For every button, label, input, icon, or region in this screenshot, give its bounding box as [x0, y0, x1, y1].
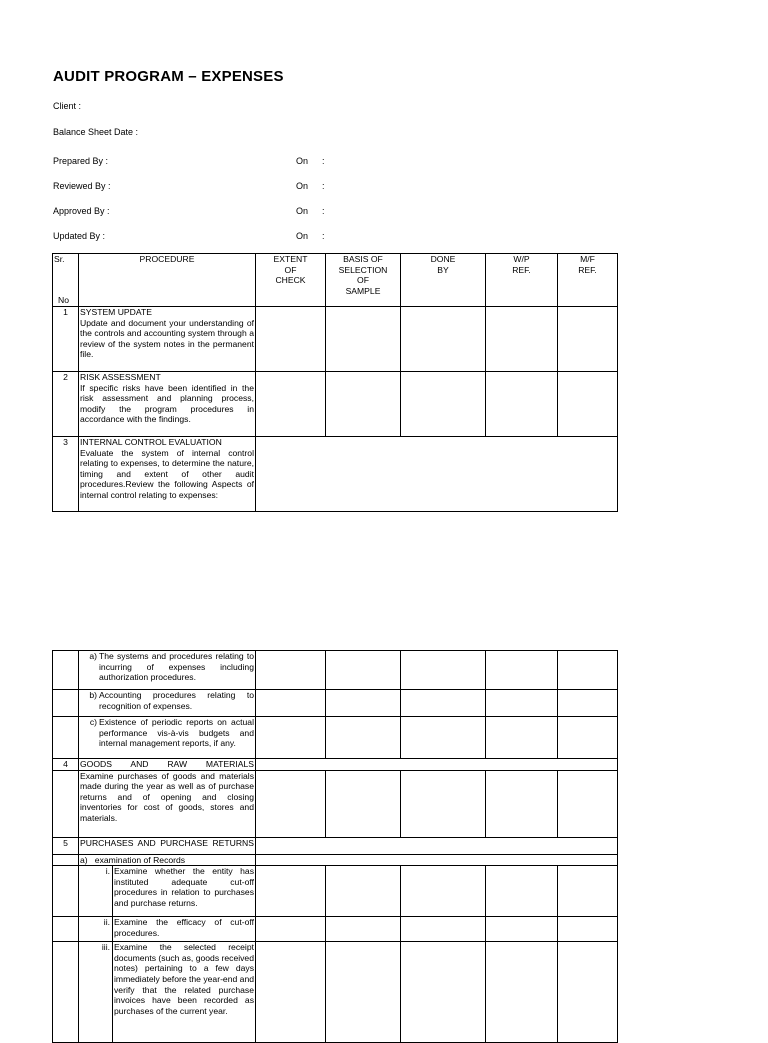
row-number-empty	[53, 717, 79, 759]
merged-blank-cell	[256, 854, 618, 866]
updated-by-label: Updated By :	[53, 231, 106, 241]
row-number-empty	[53, 917, 79, 942]
wp-ref-cell[interactable]	[486, 770, 558, 837]
done-by-cell[interactable]	[401, 770, 486, 837]
extent-cell[interactable]	[256, 917, 326, 942]
row-number: 2	[53, 372, 79, 437]
basis-cell[interactable]	[326, 690, 401, 717]
audit-table-1	[52, 253, 618, 512]
wp-ref-header: W/P REF.	[486, 254, 558, 307]
updated-on-colon: :	[322, 231, 325, 241]
sub-item-label: c)	[89, 717, 97, 727]
mf-ref-cell[interactable]	[558, 717, 618, 759]
done-by-cell[interactable]	[401, 307, 486, 372]
sub-heading: a) examination of Records	[80, 854, 186, 865]
done-by-cell[interactable]	[401, 917, 486, 942]
extent-header: EXTENT OF CHECK	[256, 254, 326, 307]
procedure-cell	[79, 651, 256, 690]
row-text: Examine purchases of goods and materials made during the year as well as of purchase returns and of opening and closing inventories for cost of goods, stores and materials.	[80, 770, 254, 823]
approved-on-label: On	[296, 206, 309, 216]
procedure-cell	[79, 866, 256, 917]
prepared-by-label: Prepared By :	[53, 156, 109, 166]
table-row	[53, 372, 618, 437]
wp-ref-cell[interactable]	[486, 717, 558, 759]
extent-cell[interactable]	[256, 717, 326, 759]
row-number: 1	[53, 307, 79, 372]
sub-item-label: b)	[89, 690, 97, 700]
row-number: 3	[53, 437, 79, 512]
row-heading: GOODS AND RAW MATERIALS	[80, 759, 254, 769]
procedure-cell	[79, 717, 256, 759]
wp-ref-cell[interactable]	[486, 372, 558, 437]
done-by-header: DONE BY	[401, 254, 486, 307]
audit-table-2	[52, 650, 618, 1043]
wp-ref-cell[interactable]	[486, 690, 558, 717]
roman-item-text: Examine the efficacy of cut-off procedures.	[112, 917, 255, 941]
row-number-empty	[53, 866, 79, 917]
procedure-cell	[79, 917, 256, 942]
wp-ref-cell[interactable]	[486, 942, 558, 1043]
done-by-cell[interactable]	[401, 866, 486, 917]
row-number-empty	[53, 942, 79, 1043]
sub-item-label: a)	[89, 651, 97, 661]
row-text: If specific risks have been identified in the risk assessment and planning process, modify the program procedures in accordance with the findings.	[80, 382, 254, 425]
basis-cell[interactable]	[326, 717, 401, 759]
mf-ref-cell[interactable]	[558, 917, 618, 942]
row-number: 5	[53, 837, 79, 854]
done-by-cell[interactable]	[401, 651, 486, 690]
extent-cell[interactable]	[256, 307, 326, 372]
mf-ref-cell[interactable]	[558, 651, 618, 690]
procedure-cell	[79, 837, 256, 854]
mf-ref-cell[interactable]	[558, 942, 618, 1043]
balance-sheet-date-label: Balance Sheet Date :	[53, 127, 139, 137]
basis-cell[interactable]	[326, 307, 401, 372]
mf-ref-cell[interactable]	[558, 690, 618, 717]
roman-item-text: Examine whether the entity has instituted adequate cut-off procedures in relation to purchases and purchase returns.	[112, 866, 255, 916]
table-row	[53, 651, 618, 690]
extent-cell[interactable]	[256, 690, 326, 717]
row-number-empty	[53, 690, 79, 717]
merged-blank-cell	[256, 759, 618, 771]
table-row	[53, 854, 618, 866]
table-row	[53, 437, 618, 512]
sr-header-text: Sr.	[54, 254, 65, 264]
updated-on-label: On	[296, 231, 309, 241]
roman-item-label: iii.	[101, 942, 110, 953]
basis-cell[interactable]	[326, 372, 401, 437]
approved-by-label: Approved By :	[53, 206, 110, 216]
table-row	[53, 837, 618, 854]
extent-cell[interactable]	[256, 770, 326, 837]
table-row	[53, 917, 618, 942]
done-by-cell[interactable]	[401, 690, 486, 717]
extent-cell[interactable]	[256, 866, 326, 917]
row-text: Evaluate the system of internal control relating to expenses, to determine the nature, timing and extent of other audit procedures.Review the following Aspects of internal control relating to expenses:	[80, 447, 254, 500]
basis-cell[interactable]	[326, 942, 401, 1043]
basis-cell[interactable]	[326, 651, 401, 690]
row-heading: PURCHASES AND PURCHASE RETURNS	[80, 837, 254, 848]
table-header-row	[53, 254, 618, 307]
row-heading: SYSTEM UPDATE	[80, 307, 152, 317]
done-by-cell[interactable]	[401, 372, 486, 437]
merged-blank-cell	[256, 837, 618, 854]
procedure-cell	[79, 437, 256, 512]
roman-item-text: Examine the selected receipt documents (such as, goods received notes) pertaining to a few days immediately before the year-end and verify that the related purchase invoices have been recorded as purchases of the current year.	[112, 942, 255, 1042]
table-row	[53, 770, 618, 837]
mf-ref-cell[interactable]	[558, 770, 618, 837]
table-row	[53, 759, 618, 771]
procedure-cell	[79, 942, 256, 1043]
mf-ref-cell[interactable]	[558, 307, 618, 372]
prepared-on-colon: :	[322, 156, 325, 166]
row-heading: RISK ASSESSMENT	[80, 372, 161, 382]
procedure-cell	[79, 854, 256, 866]
row-text: Update and document your understanding of the controls and accounting system through a review of the system notes in the permanent file.	[80, 317, 254, 360]
reviewed-on-label: On	[296, 181, 309, 191]
reviewed-by-label: Reviewed By :	[53, 181, 111, 191]
procedure-cell	[79, 372, 256, 437]
extent-cell[interactable]	[256, 651, 326, 690]
basis-header: BASIS OF SELECTION OF SAMPLE	[326, 254, 401, 307]
row-number: 4	[53, 759, 79, 771]
procedure-header: PROCEDURE	[79, 254, 256, 307]
mf-ref-cell[interactable]	[558, 372, 618, 437]
sub-item-text: Accounting procedures relating to recognition of expenses.	[99, 690, 254, 711]
table-row	[53, 307, 618, 372]
basis-cell[interactable]	[326, 770, 401, 837]
row-heading: INTERNAL CONTROL EVALUATION	[80, 437, 222, 447]
basis-cell[interactable]	[326, 917, 401, 942]
roman-item-label: i.	[105, 866, 110, 877]
roman-item-label: ii.	[103, 917, 110, 928]
table-row	[53, 866, 618, 917]
mf-ref-header: M/F REF.	[558, 254, 618, 307]
procedure-cell	[79, 770, 256, 837]
sr-no-header	[53, 254, 79, 307]
row-number-empty	[53, 770, 79, 837]
mf-ref-cell[interactable]	[558, 866, 618, 917]
sub-item-text: The systems and procedures relating to incurring of expenses including authorization procedures.	[99, 651, 254, 683]
done-by-cell[interactable]	[401, 717, 486, 759]
wp-ref-cell[interactable]	[486, 307, 558, 372]
extent-cell[interactable]	[256, 942, 326, 1043]
table-row	[53, 690, 618, 717]
sub-item-text: Existence of periodic reports on actual performance vis-à-vis budgets and internal management reports, if any.	[99, 717, 254, 749]
wp-ref-cell[interactable]	[486, 866, 558, 917]
merged-blank-cell	[256, 437, 618, 512]
extent-cell[interactable]	[256, 372, 326, 437]
prepared-on-label: On	[296, 156, 309, 166]
no-header-text: No	[58, 295, 69, 306]
done-by-cell[interactable]	[401, 942, 486, 1043]
wp-ref-cell[interactable]	[486, 917, 558, 942]
approved-on-colon: :	[322, 206, 325, 216]
table-row	[53, 942, 618, 1043]
client-label: Client :	[53, 101, 82, 111]
wp-ref-cell[interactable]	[486, 651, 558, 690]
row-number-empty	[53, 854, 79, 866]
row-number-empty	[53, 651, 79, 690]
procedure-cell	[79, 759, 256, 771]
reviewed-on-colon: :	[322, 181, 325, 191]
page-title: AUDIT PROGRAM – EXPENSES	[53, 68, 284, 85]
procedure-cell	[79, 307, 256, 372]
table-row	[53, 717, 618, 759]
basis-cell[interactable]	[326, 866, 401, 917]
procedure-cell	[79, 690, 256, 717]
